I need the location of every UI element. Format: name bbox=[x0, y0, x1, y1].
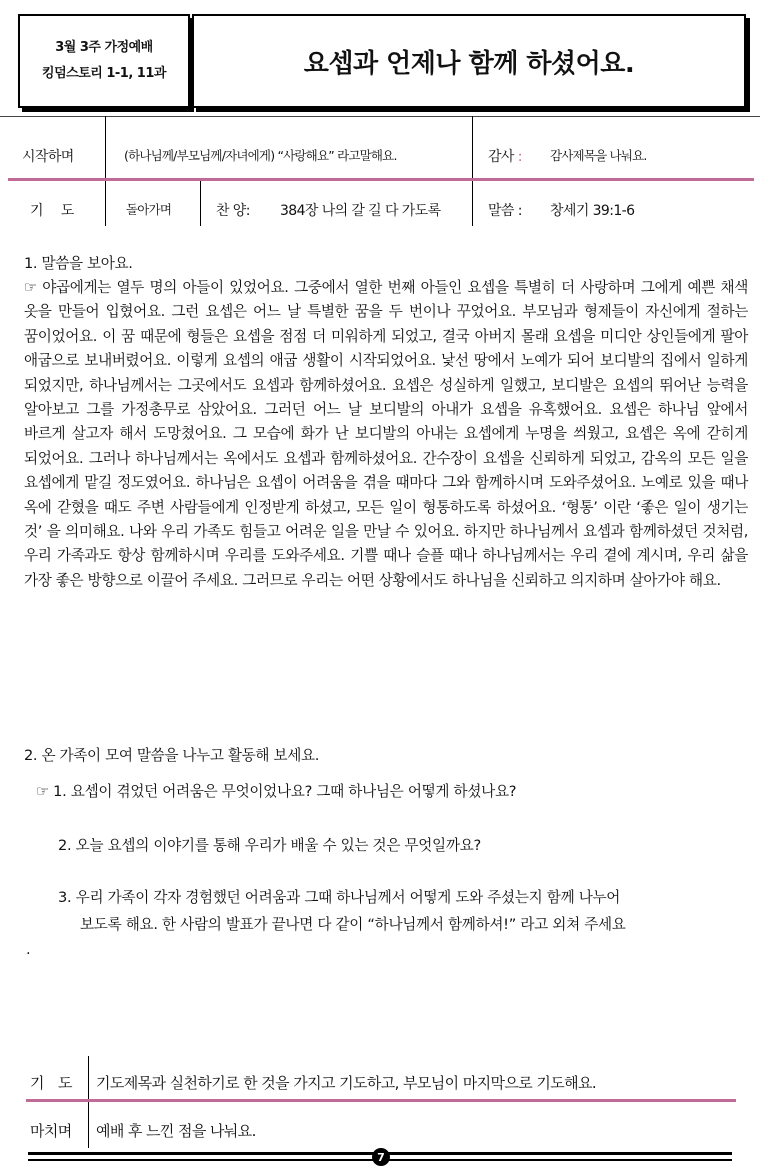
closing-prayer-content: 기도제목과 실천하기로 한 것을 가지고 기도하고, 부모님이 마지막으로 기도해요. bbox=[96, 1074, 597, 1092]
title-box bbox=[192, 14, 746, 108]
hymn-content: 384장 나의 갈 길 다 가도록 bbox=[280, 203, 441, 219]
row2-label: 기 도 bbox=[30, 203, 74, 219]
row1-label: 시작하며 bbox=[22, 149, 74, 165]
thanks-colon: : bbox=[517, 149, 522, 165]
closing-pink-divider bbox=[26, 1099, 736, 1102]
row2-review: 돌아가며 bbox=[126, 202, 172, 217]
order-divider bbox=[105, 116, 106, 226]
question-2: 2. 오늘 요셉의 이야기를 통해 우리가 배울 수 있는 것은 무엇일까요? bbox=[58, 837, 481, 854]
order-top-line bbox=[0, 116, 760, 117]
question-3-dot: . bbox=[26, 941, 31, 958]
page-title: 요셉과 언제나 함께 하셨어요. bbox=[303, 48, 635, 79]
service-info-box bbox=[18, 14, 190, 108]
page-number: 7 bbox=[372, 1148, 390, 1166]
question-1: ☞ 1. 요셉이 겪었던 어려움은 무엇이었나요? 그때 하나님은 어떻게 하셨나요? bbox=[36, 783, 517, 800]
order-divider bbox=[472, 116, 473, 226]
curriculum-name: 킹덤스토리 1-1, 11과 bbox=[42, 66, 166, 81]
question-3-line1: 3. 우리 가족이 각자 경험했던 어려움과 그때 하나님께서 어떻게 도와 주셨는지 함께 나누어 bbox=[58, 889, 621, 906]
word-content: 창세기 39:1-6 bbox=[550, 203, 635, 219]
thanks-content: 감사제목을 나눠요. bbox=[550, 148, 647, 163]
order-divider bbox=[200, 180, 201, 226]
thanks-label bbox=[488, 146, 522, 166]
service-date: 3월 3주 가정예배 bbox=[55, 40, 153, 55]
closing-prayer-label: 기 도 bbox=[30, 1074, 72, 1092]
question-3-line2: 보도록 해요. 한 사람의 발표가 끝나면 다 같이 “하나님께서 함께하셔!” 라고 외쳐 주세요 bbox=[80, 916, 626, 933]
thanks-label-text: 감사 bbox=[488, 149, 514, 165]
section1-heading: 1. 말씀을 보아요. bbox=[24, 255, 133, 272]
row1-content: (하나님께/부모님께/자녀에게) “사랑해요” 라고말해요. bbox=[124, 148, 397, 163]
hymn-label: 찬 양: bbox=[216, 203, 250, 219]
closing-divider bbox=[88, 1056, 89, 1148]
section2-heading: 2. 온 가족이 모여 말씀을 나누고 활동해 보세요. bbox=[24, 747, 319, 764]
section1-paragraph: ☞ 야곱에게는 열두 명의 아들이 있었어요. 그중에서 열한 번째 아들인 요셉을 특별히 더 사랑하며 그에게 예쁜 채색 옷을 만들어 입혔어요. 그런 요셉은 어느 날 특별한 꿈을 두 번이나 꾸었어요. 부모님과 형제들이 자신에게 절하는 꿈이었어요. 이 꿈 때문에 형들은 요셉을 점점 더 미워하게 되었고, 결국 아버지 몰래 요셉을 미디안 상인들에게 팔아 애굽으로 보내버렸어요. 이렇게 요셉의 애굽 생활이 시작되었어요. 낯선 땅에서 노예가 되어 보디발의 집에서 일하게 되었지만, 하나님께서는 그곳에서도 요셉과 함께하셨어요. 요셉은 성실하게 일했고, 보디발은 요셉의 뛰어난 능력을 알아보고 그를 가정총무로 삼았어요. 그러던 어느 날 보디발의 아내가 요셉을 유혹했어요. 요셉은 하나님 앞에서 바르게 살고자 해서 도망쳤어요. 그 모습에 화가 난 보디발의 아내는 요셉에게 누명을 씌웠고, 요셉은 옥에 갇히게 되었어요. 그러나 하나님께서는 옥에서도 요셉과 함께하셨어요. 간수장이 요셉을 신뢰하게 되었고, 감옥의 모든 일을 요셉에게 맡길 정도였어요. 하나님은 요셉이 어려움을 겪을 때마다 그와 함께하시며 도와주셨어요. 노예로 있을 때나 옥에 갇혔을 때도 주변 사람들에게 인정받게 하셨고, 모든 일이 형통하도록 하셨어요. ‘형통’ 이란 ‘좋은 일이 생기는 것’ 을 의미해요. 나와 우리 가족도 힘들고 어려운 일을 만날 수 있어요. 하지만 하나님께서 요셉과 함께하셨던 것처럼, 우리 가족과도 항상 함께하시며 우리를 도와주세요. 기쁠 때나 슬플 때나 하나님께서는 우리 곁에 계시며, 우리 삶을 가장 좋은 방향으로 이끌어 주세요. 그러므로 우리는 어떤 상황에서도 하나님을 신뢰하고 의지하며 살아가야 해요. bbox=[24, 279, 748, 589]
word-label: 말씀 : bbox=[488, 203, 522, 219]
closing-end-label: 마치며 bbox=[30, 1122, 72, 1140]
order-pink-divider bbox=[8, 178, 754, 181]
closing-end-content: 예배 후 느낀 점을 나눠요. bbox=[96, 1122, 256, 1140]
